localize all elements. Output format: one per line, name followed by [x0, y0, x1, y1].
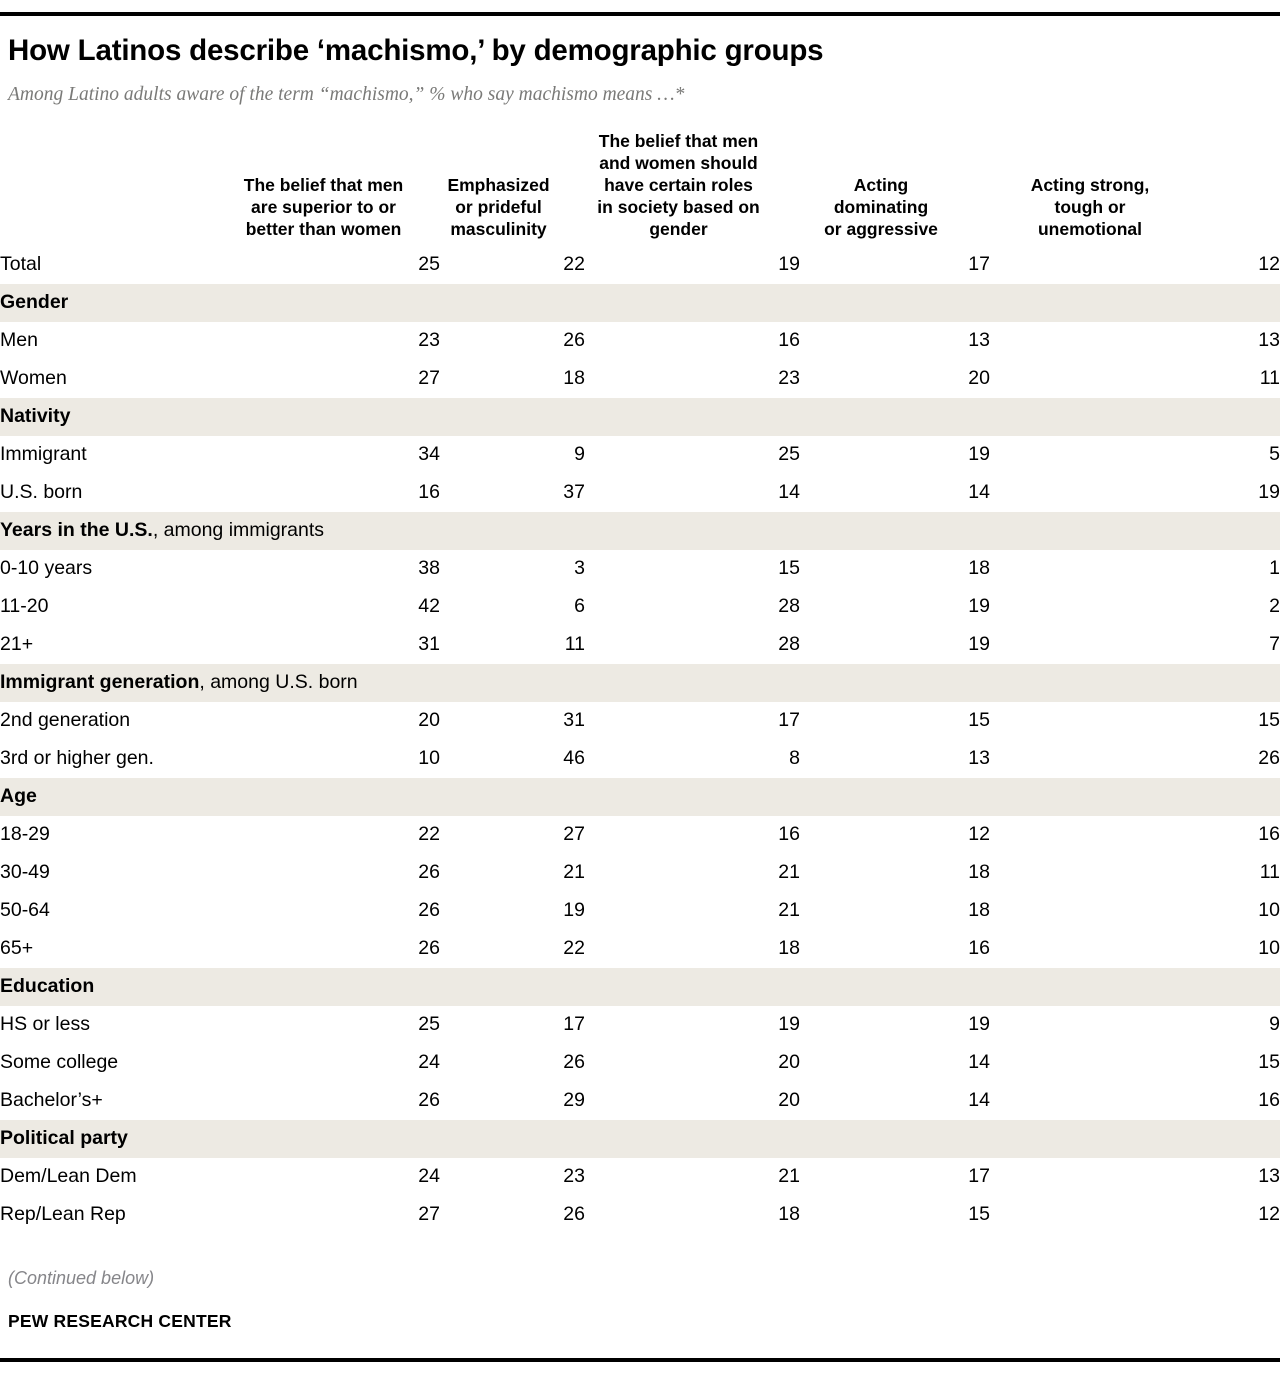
section-label-main: Political party: [0, 1127, 128, 1150]
data-cell: 31: [418, 633, 440, 656]
section-label: [0, 968, 235, 1006]
data-cell: 34: [418, 443, 440, 466]
row-label: Men: [0, 329, 38, 352]
data-cell: 27: [418, 1203, 440, 1226]
section-label: [0, 398, 235, 436]
data-cell: 25: [418, 253, 440, 276]
section-spacer-cell: [440, 968, 585, 1006]
data-cell: 23: [778, 367, 800, 390]
table-header-row: [0, 130, 1280, 246]
table-row: [0, 930, 1280, 968]
data-cell: 17: [968, 253, 990, 276]
table-row: [0, 854, 1280, 892]
data-cell: 20: [778, 1089, 800, 1112]
column-header-prideful: [440, 130, 585, 246]
table-row: [0, 626, 1280, 664]
row-label: Some college: [0, 1051, 119, 1074]
data-cell: 18: [968, 557, 990, 580]
section-spacer-cell: [990, 968, 1280, 1006]
data-cell: 28: [778, 595, 800, 618]
section-spacer-cell: [235, 1120, 440, 1158]
section-spacer-cell: [440, 778, 585, 816]
column-header-prideful-text: Emphasized or prideful masculinity: [447, 175, 550, 240]
table-row: [0, 588, 1280, 626]
table-head: [0, 130, 1280, 246]
table-section-row: [0, 398, 1280, 436]
data-cell: 29: [563, 1089, 585, 1112]
section-spacer-cell: [585, 1120, 800, 1158]
data-cell: 20: [778, 1051, 800, 1074]
table-section-row: [0, 778, 1280, 816]
section-label-main: Gender: [0, 291, 69, 314]
data-cell: 22: [563, 253, 585, 276]
table-row: [0, 892, 1280, 930]
data-cell: 12: [968, 823, 990, 846]
data-cell: 16: [1258, 823, 1280, 846]
section-spacer-cell: [800, 284, 990, 322]
data-cell: 14: [968, 481, 990, 504]
data-cell: 26: [563, 1051, 585, 1074]
data-cell: 24: [418, 1165, 440, 1188]
section-spacer-cell: [800, 398, 990, 436]
data-cell: 13: [1258, 329, 1280, 352]
data-cell: 13: [968, 329, 990, 352]
data-cell: 18: [778, 937, 800, 960]
column-header-unemotional-text: Acting strong, tough or unemotional: [1030, 175, 1150, 240]
section-spacer-cell: [585, 398, 800, 436]
source-credit: PEW RESEARCH CENTER: [8, 1311, 232, 1331]
data-cell: 21: [778, 1165, 800, 1188]
data-cell: 10: [1258, 899, 1280, 922]
section-label-main: Age: [0, 785, 37, 808]
data-cell: 17: [778, 709, 800, 732]
data-cell: 42: [418, 595, 440, 618]
data-cell: 27: [418, 367, 440, 390]
data-cell: 46: [563, 747, 585, 770]
row-label: 30-49: [0, 861, 50, 884]
data-cell: 25: [418, 1013, 440, 1036]
data-cell: 19: [968, 595, 990, 618]
column-header-unemotional: [990, 130, 1280, 246]
table-row: [0, 1158, 1280, 1196]
section-spacer-cell: [235, 778, 440, 816]
data-cell: 11: [1259, 861, 1280, 884]
data-cell: 19: [968, 633, 990, 656]
data-cell: 20: [968, 367, 990, 390]
section-label: [0, 778, 235, 816]
data-cell: 28: [778, 633, 800, 656]
section-spacer-cell: [235, 968, 440, 1006]
table-section-row: [0, 512, 1280, 550]
continued-note: (Continued below): [8, 1268, 155, 1288]
data-cell: 21: [778, 899, 800, 922]
row-label: 3rd or higher gen.: [0, 747, 154, 770]
data-cell: 7: [1269, 633, 1280, 656]
section-spacer-cell: [990, 512, 1280, 550]
column-header-superior: [235, 130, 440, 246]
section-spacer-cell: [800, 778, 990, 816]
data-cell: 14: [968, 1089, 990, 1112]
section-label-main: Nativity: [0, 405, 71, 428]
data-cell: 26: [418, 861, 440, 884]
section-spacer-cell: [585, 778, 800, 816]
row-label: Dem/Lean Dem: [0, 1165, 137, 1188]
table-row: [0, 740, 1280, 778]
section-spacer-cell: [800, 1120, 990, 1158]
section-spacer-cell: [585, 664, 800, 702]
section-spacer-cell: [440, 1120, 585, 1158]
data-cell: 17: [968, 1165, 990, 1188]
data-cell: 12: [1258, 253, 1280, 276]
row-label: Immigrant: [0, 443, 87, 466]
data-cell: 22: [418, 823, 440, 846]
table-section-row: [0, 284, 1280, 322]
data-cell: 19: [968, 1013, 990, 1036]
data-cell: 17: [563, 1013, 585, 1036]
row-label: Bachelor’s+: [0, 1089, 103, 1112]
table-row: [0, 1044, 1280, 1082]
data-cell: 26: [563, 1203, 585, 1226]
section-spacer-cell: [990, 778, 1280, 816]
data-cell: 23: [563, 1165, 585, 1188]
figure-title: How Latinos describe ‘machismo,’ by demographic groups: [8, 34, 824, 67]
section-label-main: Education: [0, 975, 95, 998]
data-cell: 16: [778, 329, 800, 352]
data-cell: 19: [968, 443, 990, 466]
table-row: [0, 436, 1280, 474]
table-row: [0, 1082, 1280, 1120]
section-spacer-cell: [990, 664, 1280, 702]
table-row: [0, 322, 1280, 360]
row-label: HS or less: [0, 1013, 90, 1036]
section-spacer-cell: [990, 398, 1280, 436]
data-cell: 16: [1258, 1089, 1280, 1112]
data-cell: 26: [418, 937, 440, 960]
section-spacer-cell: [235, 284, 440, 322]
section-label-main: Years in the U.S.: [0, 519, 153, 542]
column-header-dominating: [800, 130, 990, 246]
data-cell: 22: [563, 937, 585, 960]
table-row: [0, 1006, 1280, 1044]
section-label: [0, 664, 358, 702]
data-cell: 16: [968, 937, 990, 960]
data-cell: 25: [778, 443, 800, 466]
section-spacer-cell: [585, 968, 800, 1006]
data-cell: 15: [778, 557, 800, 580]
data-cell: 15: [1258, 1051, 1280, 1074]
data-cell: 3: [574, 557, 585, 580]
table-row: [0, 550, 1280, 588]
column-header-rowlabel: [0, 130, 235, 246]
row-label: 50-64: [0, 899, 50, 922]
section-label: [0, 1120, 235, 1158]
data-cell: 14: [968, 1051, 990, 1074]
table-section-row: [0, 968, 1280, 1006]
data-cell: 21: [563, 861, 585, 884]
data-cell: 19: [1258, 481, 1280, 504]
data-cell: 26: [418, 1089, 440, 1112]
data-cell: 19: [563, 899, 585, 922]
table-row: [0, 360, 1280, 398]
data-cell: 37: [563, 481, 585, 504]
data-cell: 24: [418, 1051, 440, 1074]
row-label: 0-10 years: [0, 557, 93, 580]
table-row: [0, 474, 1280, 512]
data-cell: 2: [1269, 595, 1280, 618]
row-label: Total: [0, 253, 42, 276]
data-cell: 11: [564, 633, 585, 656]
row-label: 11-20: [0, 595, 49, 618]
data-cell: 1: [1269, 557, 1280, 580]
section-label-suffix: , among immigrants: [152, 519, 325, 542]
section-spacer-cell: [440, 398, 585, 436]
column-header-roles: [585, 130, 800, 246]
data-cell: 16: [418, 481, 440, 504]
column-header-superior-text: The belief that men are superior to or better than women: [243, 175, 404, 240]
data-cell: 11: [1259, 367, 1280, 390]
table-row: [0, 246, 1280, 284]
section-spacer-cell: [440, 664, 585, 702]
data-cell: 9: [1269, 1013, 1280, 1036]
data-cell: 31: [563, 709, 585, 732]
data-cell: 20: [418, 709, 440, 732]
data-cell: 27: [563, 823, 585, 846]
section-label: [0, 284, 235, 322]
data-cell: 26: [418, 899, 440, 922]
top-rule: [0, 12, 1280, 16]
section-spacer-cell: [440, 284, 585, 322]
data-cell: 18: [968, 899, 990, 922]
section-spacer-cell: [585, 512, 800, 550]
data-cell: 19: [778, 253, 800, 276]
table-section-row: [0, 1120, 1280, 1158]
row-label: Rep/Lean Rep: [0, 1203, 126, 1226]
data-cell: 38: [418, 557, 440, 580]
data-cell: 16: [778, 823, 800, 846]
table-row: [0, 702, 1280, 740]
row-label: Women: [0, 367, 67, 390]
data-cell: 10: [1258, 937, 1280, 960]
data-cell: 19: [778, 1013, 800, 1036]
table-section-row: [0, 664, 1280, 702]
data-cell: 9: [574, 443, 585, 466]
data-cell: 15: [968, 1203, 990, 1226]
data-cell: 15: [1258, 709, 1280, 732]
table-row: [0, 816, 1280, 854]
section-spacer-cell: [800, 664, 990, 702]
section-label: [0, 512, 325, 550]
row-label: 18-29: [0, 823, 50, 846]
data-cell: 6: [574, 595, 585, 618]
column-header-roles-text: The belief that men and women should have certain roles in society based on gender: [597, 131, 760, 240]
section-spacer-cell: [990, 1120, 1280, 1158]
data-cell: 12: [1258, 1203, 1280, 1226]
data-cell: 26: [1258, 747, 1280, 770]
data-cell: 18: [563, 367, 585, 390]
row-label: 2nd generation: [0, 709, 131, 732]
demographics-table: [0, 130, 1280, 1234]
column-header-dominating-text: Acting dominating or aggressive: [824, 175, 938, 240]
data-cell: 23: [418, 329, 440, 352]
data-cell: 14: [778, 481, 800, 504]
row-label: U.S. born: [0, 481, 83, 504]
data-cell: 26: [563, 329, 585, 352]
section-spacer-cell: [800, 512, 990, 550]
bottom-rule: [0, 1358, 1280, 1362]
section-spacer-cell: [440, 512, 585, 550]
data-cell: 13: [968, 747, 990, 770]
table-body: [0, 246, 1280, 1234]
section-spacer-cell: [800, 968, 990, 1006]
section-spacer-cell: [235, 398, 440, 436]
table-row: [0, 1196, 1280, 1234]
data-cell: 13: [1258, 1165, 1280, 1188]
data-cell: 18: [778, 1203, 800, 1226]
data-cell: 10: [418, 747, 440, 770]
section-label-main: Immigrant generation: [0, 671, 200, 694]
section-spacer-cell: [585, 284, 800, 322]
section-label-suffix: , among U.S. born: [199, 671, 358, 694]
data-cell: 21: [778, 861, 800, 884]
data-cell: 8: [789, 747, 800, 770]
data-cell: 15: [968, 709, 990, 732]
section-spacer-cell: [990, 284, 1280, 322]
data-cell: 18: [968, 861, 990, 884]
data-cell: 5: [1269, 443, 1280, 466]
figure-subtitle: Among Latino adults aware of the term “machismo,” % who say machismo means …*: [8, 84, 685, 105]
row-label: 65+: [0, 937, 34, 960]
row-label: 21+: [0, 633, 34, 656]
